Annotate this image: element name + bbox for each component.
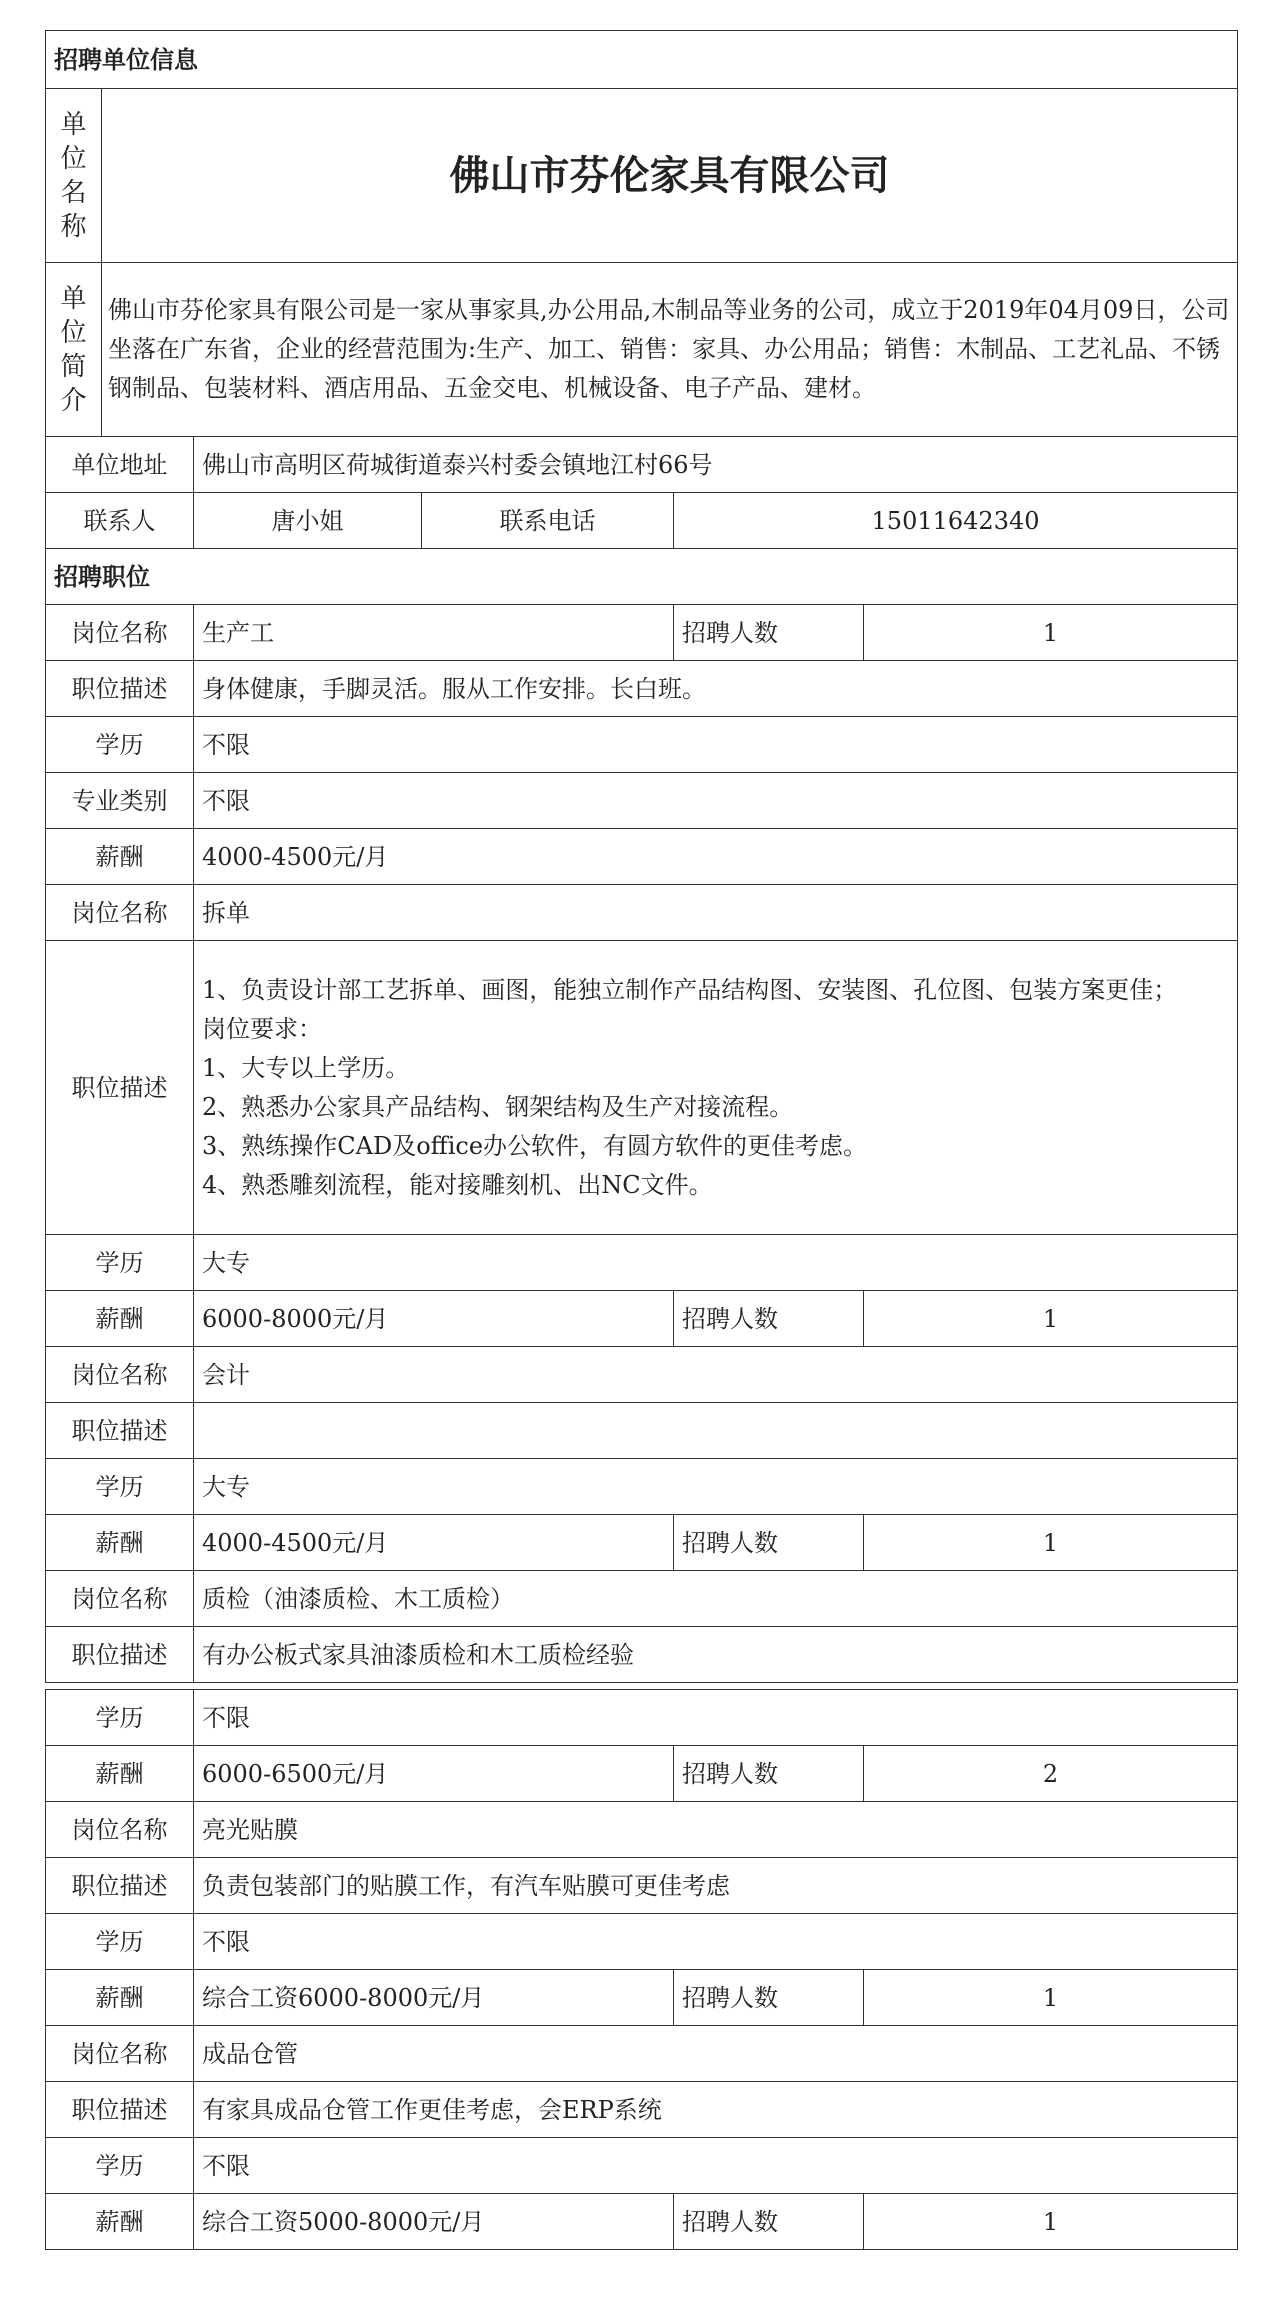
description-value: 身体健康，手脚灵活。服从工作安排。长白班。: [194, 661, 1238, 717]
education-row: [46, 1914, 1238, 1970]
recruitment-form: [45, 30, 1237, 2250]
company-section-title: 招聘单位信息: [46, 31, 1238, 89]
contact-label: 联系人: [46, 493, 194, 549]
position-name-label: 岗位名称: [46, 605, 194, 661]
company-intro: 佛山市芬伦家具有限公司是一家从事家具,办公用品,木制品等业务的公司，成立于2019年04月09日，公司坐落在广东省，企业的经营范围为:生产、加工、销售：家具、办公用品；销售：木制品、工艺礼品、不锈钢制品、包装材料、酒店用品、五金交电、机械设备、电子产品、建材。: [102, 263, 1238, 437]
salary-value: 6000-6500元/月: [194, 1746, 674, 1802]
position-name: 成品仓管: [194, 2026, 1238, 2082]
salary-row: [46, 1746, 1238, 1802]
salary-value: 4000-4500元/月: [194, 829, 1238, 885]
description-row: [46, 1858, 1238, 1914]
description-label: 职位描述: [46, 1858, 194, 1914]
position-name-label: 岗位名称: [46, 1347, 194, 1403]
positions-section-row: [46, 549, 1238, 605]
education-row: [46, 1459, 1238, 1515]
education-label: 学历: [46, 1690, 194, 1746]
education-label: 学历: [46, 1459, 194, 1515]
position-row: [46, 1347, 1238, 1403]
contact-row: [46, 493, 1238, 549]
major-label: 专业类别: [46, 773, 194, 829]
phone-value: 15011642340: [674, 493, 1238, 549]
headcount-label: 招聘人数: [674, 605, 864, 661]
education-value: 不限: [194, 1914, 1238, 1970]
headcount-label: 招聘人数: [674, 1515, 864, 1571]
description-label: 职位描述: [46, 1403, 194, 1459]
headcount-value: 1: [864, 1970, 1238, 2026]
recruitment-table: [45, 30, 1238, 1683]
description-label: 职位描述: [46, 941, 194, 1235]
address-label: 单位地址: [46, 437, 194, 493]
description-value: 1、负责设计部工艺拆单、画图，能独立制作产品结构图、安装图、孔位图、包装方案更佳； 岗位要求： 1、大专以上学历。 2、熟悉办公家具产品结构、钢架结构及生产对接流程。 3、熟练操作CAD及office办公软件，有圆方软件的更佳考虑。 4、熟悉雕刻流程，能对接雕刻机、出NC文件。: [194, 941, 1238, 1235]
education-label: 学历: [46, 2138, 194, 2194]
headcount-label: 招聘人数: [674, 2194, 864, 2250]
major-row: [46, 773, 1238, 829]
salary-label: 薪酬: [46, 1291, 194, 1347]
positions-section-title: 招聘职位: [46, 549, 1238, 605]
company-intro-label: 单 位 简 介: [46, 263, 102, 437]
description-row: [46, 2082, 1238, 2138]
headcount-value: 2: [864, 1746, 1238, 1802]
salary-label: 薪酬: [46, 1970, 194, 2026]
recruitment-table-continued: [45, 1689, 1238, 2250]
company-intro-row: [46, 263, 1238, 437]
position-row: [46, 2026, 1238, 2082]
salary-label: 薪酬: [46, 1746, 194, 1802]
position-name: 生产工: [194, 605, 674, 661]
education-label: 学历: [46, 1235, 194, 1291]
address-value: 佛山市高明区荷城街道泰兴村委会镇地江村66号: [194, 437, 1238, 493]
headcount-value: 1: [864, 2194, 1238, 2250]
headcount-value: 1: [864, 1291, 1238, 1347]
salary-label: 薪酬: [46, 1515, 194, 1571]
position-name: 拆单: [194, 885, 1238, 941]
salary-row: [46, 1515, 1238, 1571]
position-name: 亮光贴膜: [194, 1802, 1238, 1858]
description-value: 有办公板式家具油漆质检和木工质检经验: [194, 1627, 1238, 1683]
education-label: 学历: [46, 717, 194, 773]
description-value: 有家具成品仓管工作更佳考虑，会ERP系统: [194, 2082, 1238, 2138]
contact-value: 唐小姐: [194, 493, 422, 549]
position-name-label: 岗位名称: [46, 1571, 194, 1627]
salary-row: [46, 829, 1238, 885]
salary-label: 薪酬: [46, 829, 194, 885]
description-label: 职位描述: [46, 1627, 194, 1683]
headcount-label: 招聘人数: [674, 1291, 864, 1347]
company-section-row: [46, 31, 1238, 89]
description-row: [46, 1627, 1238, 1683]
education-value: 不限: [194, 2138, 1238, 2194]
description-value: 负责包装部门的贴膜工作，有汽车贴膜可更佳考虑: [194, 1858, 1238, 1914]
position-row: [46, 885, 1238, 941]
headcount-label: 招聘人数: [674, 1746, 864, 1802]
company-name: 佛山市芬伦家具有限公司: [102, 89, 1238, 263]
description-label: 职位描述: [46, 661, 194, 717]
description-row: [46, 1403, 1238, 1459]
headcount-label: 招聘人数: [674, 1970, 864, 2026]
salary-row: [46, 1970, 1238, 2026]
position-name-label: 岗位名称: [46, 2026, 194, 2082]
address-row: [46, 437, 1238, 493]
position-name: 质检（油漆质检、木工质检）: [194, 1571, 1238, 1627]
description-row: [46, 661, 1238, 717]
salary-row: [46, 1291, 1238, 1347]
education-row: [46, 2138, 1238, 2194]
position-name-label: 岗位名称: [46, 885, 194, 941]
education-value: 大专: [194, 1235, 1238, 1291]
salary-value: 综合工资6000-8000元/月: [194, 1970, 674, 2026]
headcount-value: 1: [864, 605, 1238, 661]
education-row: [46, 1690, 1238, 1746]
position-row: [46, 1571, 1238, 1627]
position-row: [46, 1802, 1238, 1858]
education-label: 学历: [46, 1914, 194, 1970]
education-row: [46, 717, 1238, 773]
education-value: 不限: [194, 1690, 1238, 1746]
education-row: [46, 1235, 1238, 1291]
description-label: 职位描述: [46, 2082, 194, 2138]
description-value: [194, 1403, 1238, 1459]
salary-value: 6000-8000元/月: [194, 1291, 674, 1347]
position-name-label: 岗位名称: [46, 1802, 194, 1858]
salary-value: 4000-4500元/月: [194, 1515, 674, 1571]
salary-value: 综合工资5000-8000元/月: [194, 2194, 674, 2250]
position-name: 会计: [194, 1347, 1238, 1403]
headcount-value: 1: [864, 1515, 1238, 1571]
position-row: [46, 605, 1238, 661]
phone-label: 联系电话: [422, 493, 674, 549]
salary-row: [46, 2194, 1238, 2250]
company-name-row: [46, 89, 1238, 263]
salary-label: 薪酬: [46, 2194, 194, 2250]
company-name-label: 单 位 名 称: [46, 89, 102, 263]
education-value: 不限: [194, 717, 1238, 773]
description-row: [46, 941, 1238, 1235]
major-value: 不限: [194, 773, 1238, 829]
education-value: 大专: [194, 1459, 1238, 1515]
